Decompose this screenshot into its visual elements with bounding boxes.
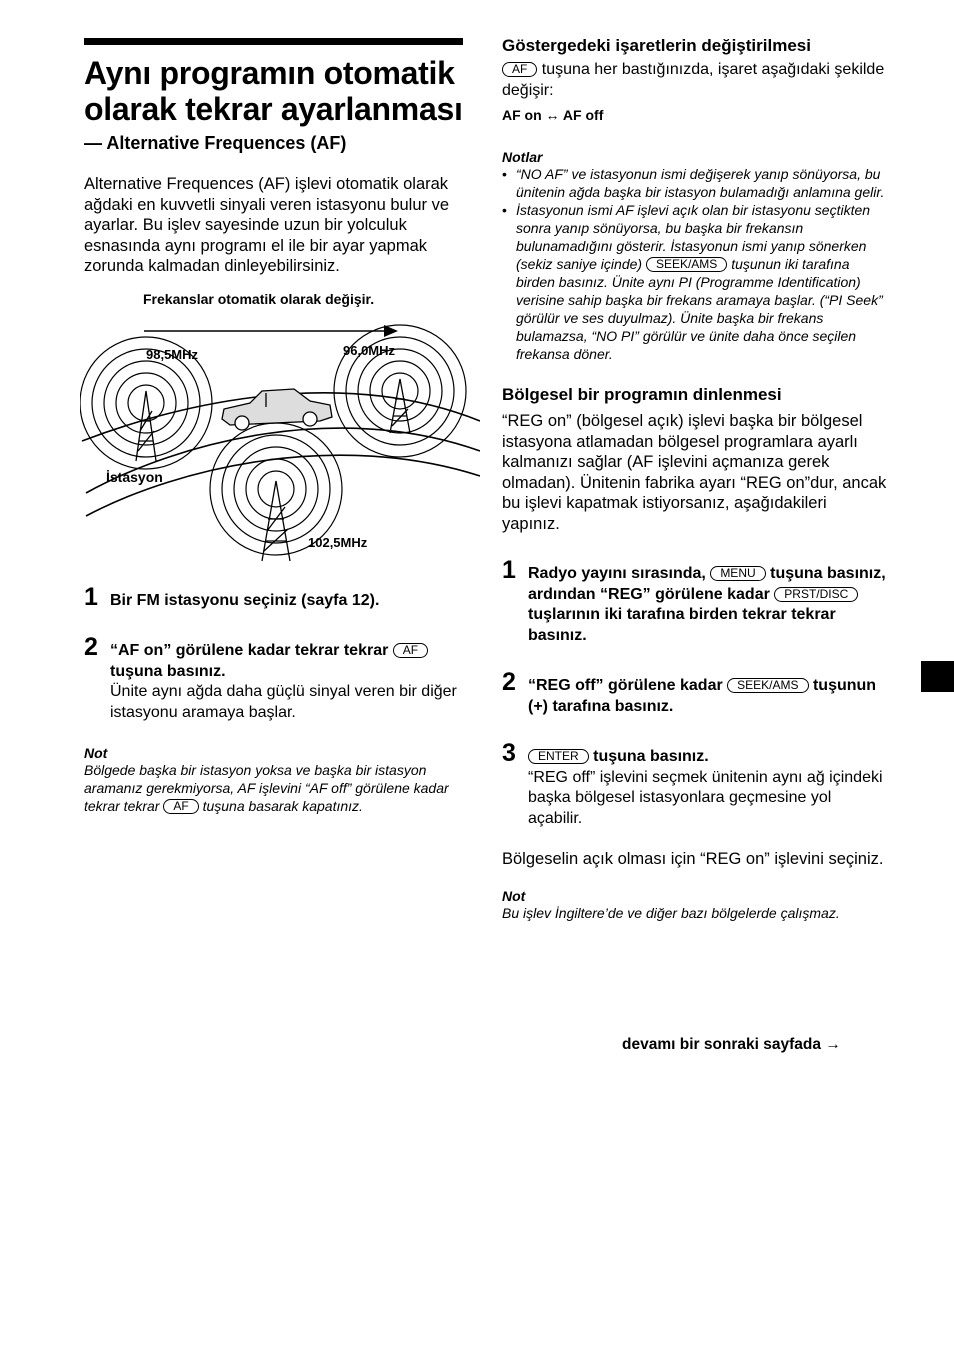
right-column xyxy=(502,36,887,922)
right-step-1 xyxy=(502,556,887,646)
note-heading: Not xyxy=(84,745,108,761)
left-step-2 xyxy=(84,633,464,723)
step-text: tuşlarının iki tarafına birden tekrar tekrar basınız. xyxy=(528,606,836,644)
menu-key: MENU xyxy=(710,566,765,581)
page-subtitle: — Alternative Frequences (AF) xyxy=(84,133,347,153)
right-step-3 xyxy=(502,739,887,829)
step-text: tuşuna basınız, ardından “REG” görülene kadar xyxy=(528,565,886,603)
step-number: 1 xyxy=(502,556,516,584)
page-title: Aynı programın otomatik olarak tekrar ayarlanması xyxy=(84,55,463,127)
step-number: 2 xyxy=(502,668,516,696)
side-tab-marker xyxy=(921,661,954,692)
intro-paragraph: Alternative Frequences (AF) işlevi otomatik olarak ağdaki en kuvvetli sinyali veren istasyonu bulur ve ayarlar. Bu işlev sayesinde uzun bir yolculuk esnasında aynı programı el ile bir ayar yapmak zorunda kalmadan dinleyebilirsiniz. xyxy=(84,175,450,275)
left-note xyxy=(84,745,464,815)
left-step-1 xyxy=(84,582,464,612)
continued-footer: devamı bir sonraki sayfada → xyxy=(622,1036,841,1053)
step-text: Radyo yayını sırasında, xyxy=(528,565,706,582)
step-number: 3 xyxy=(502,739,516,767)
af-key: AF xyxy=(393,643,428,658)
note-heading: Not xyxy=(502,887,526,904)
step-text: “REG off” görülene kadar xyxy=(528,677,723,694)
note-item: • “NO AF” ve istasyonun ismi değişerek yanıp sönüyorsa, bu ünitenin ağda başka bir istasyon bulamadığı anlamına gelir. xyxy=(502,165,887,201)
af-diagram-svg xyxy=(80,291,480,571)
regional-end: Bölgeselin açık olması için “REG on” işlevini seçiniz. xyxy=(502,850,884,868)
af-key: AF xyxy=(163,799,198,814)
freq-label-1: 98,5MHz xyxy=(146,346,199,362)
freq-label-3: 102,5MHz xyxy=(308,534,368,550)
note-item xyxy=(502,201,887,363)
note-text: Bölgede başka bir istasyon yoksa ve başka bir istasyon aramanız gerekmiyorsa, AF işlevini “AF off” görülene kadar tekrar tekrar xyxy=(84,762,449,814)
seek-ams-key: SEEK/AMS xyxy=(727,678,808,693)
step-text: “AF on” görülene kadar tekrar tekrar xyxy=(110,642,389,659)
station-label: İstasyon xyxy=(106,468,163,485)
step-number: 1 xyxy=(84,582,98,611)
af-key: AF xyxy=(502,62,537,77)
step-number: 2 xyxy=(84,633,98,661)
af-diagram xyxy=(80,291,480,571)
right-note xyxy=(502,888,887,922)
right-step-2 xyxy=(502,668,887,717)
diagram-caption: Frekanslar otomatik olarak değişir. xyxy=(143,290,375,307)
regional-paragraph: “REG on” (bölgesel açık) işlevi başka bir bölgesel istasyona atlamadan bölgesel programlara ayarlı kalmanızı sağlar (AF işlevini açmanıza gerek olmadan). Ünitenin fabrika ayarı “REG on”dur, ancak bu işlevi kapatmak istiyorsanız, aşağıdakileri yapınız. xyxy=(502,412,887,533)
prst-disc-key: PRST/DISC xyxy=(774,587,858,602)
left-column xyxy=(84,38,464,815)
display-heading: Göstergedeki işaretlerin değiştirilmesi xyxy=(502,36,811,55)
note-text: tuşuna basarak kapatınız. xyxy=(202,798,363,814)
af-off-label: AF off xyxy=(562,107,604,123)
note-text: Bu işlev İngiltere’de ve diğer bazı bölgelerde çalışmaz. xyxy=(502,904,840,921)
af-on-label: AF on xyxy=(502,107,542,123)
step-detail: “REG off” işlevini seçmek ünitenin aynı ağ içindeki başka bölgesel istasyonlara geçmesine yol açabilir. xyxy=(528,768,883,827)
display-text: tuşuna her bastığınızda, işaret aşağıdaki şekilde değişir: xyxy=(502,61,885,99)
note-text: tuşunun iki tarafına birden basınız. Ünite aynı PI (Programme Identification) verisine sahip başka bir frekans aramaya başlar. (“PI Seek” görülür ve ses duyulmaz). Ünite başka bir frekans bulamazsa, “NO PI” görülür ve ünite daha önce seçilen frekansa döner. xyxy=(516,256,883,362)
regional-heading: Bölgesel bir programın dinlenmesi xyxy=(502,385,782,404)
double-arrow-icon: ↔ xyxy=(545,107,560,123)
af-toggle-line xyxy=(502,107,887,123)
notes-heading: Notlar xyxy=(502,149,543,165)
note-text: İstasyonun ismi AF işlevi açık olan bir istasyonu seçtikten sonra yanıp sönüyorsa, bu başka bir frekansın bulunamadığını gösterir. İstasyonun ismi yanıp sönerken (sekiz saniye içinde) xyxy=(516,202,871,272)
display-paragraph xyxy=(502,60,887,101)
notes-block xyxy=(502,149,887,363)
seek-ams-key: SEEK/AMS xyxy=(646,257,727,272)
freq-label-2: 96,0MHz xyxy=(343,342,396,358)
step-text: tuşunun (+) tarafına basınız. xyxy=(528,677,877,715)
step-text: Bir FM istasyonu seçiniz (sayfa 12). xyxy=(110,591,380,609)
step-text: tuşuna basınız. xyxy=(110,662,226,680)
title-rule xyxy=(84,38,463,45)
step-text: tuşuna basınız. xyxy=(593,748,709,765)
enter-key: ENTER xyxy=(528,749,589,764)
step-detail: Ünite aynı ağda daha güçlü sinyal veren bir diğer istasyonu aramaya başlar. xyxy=(110,683,457,721)
